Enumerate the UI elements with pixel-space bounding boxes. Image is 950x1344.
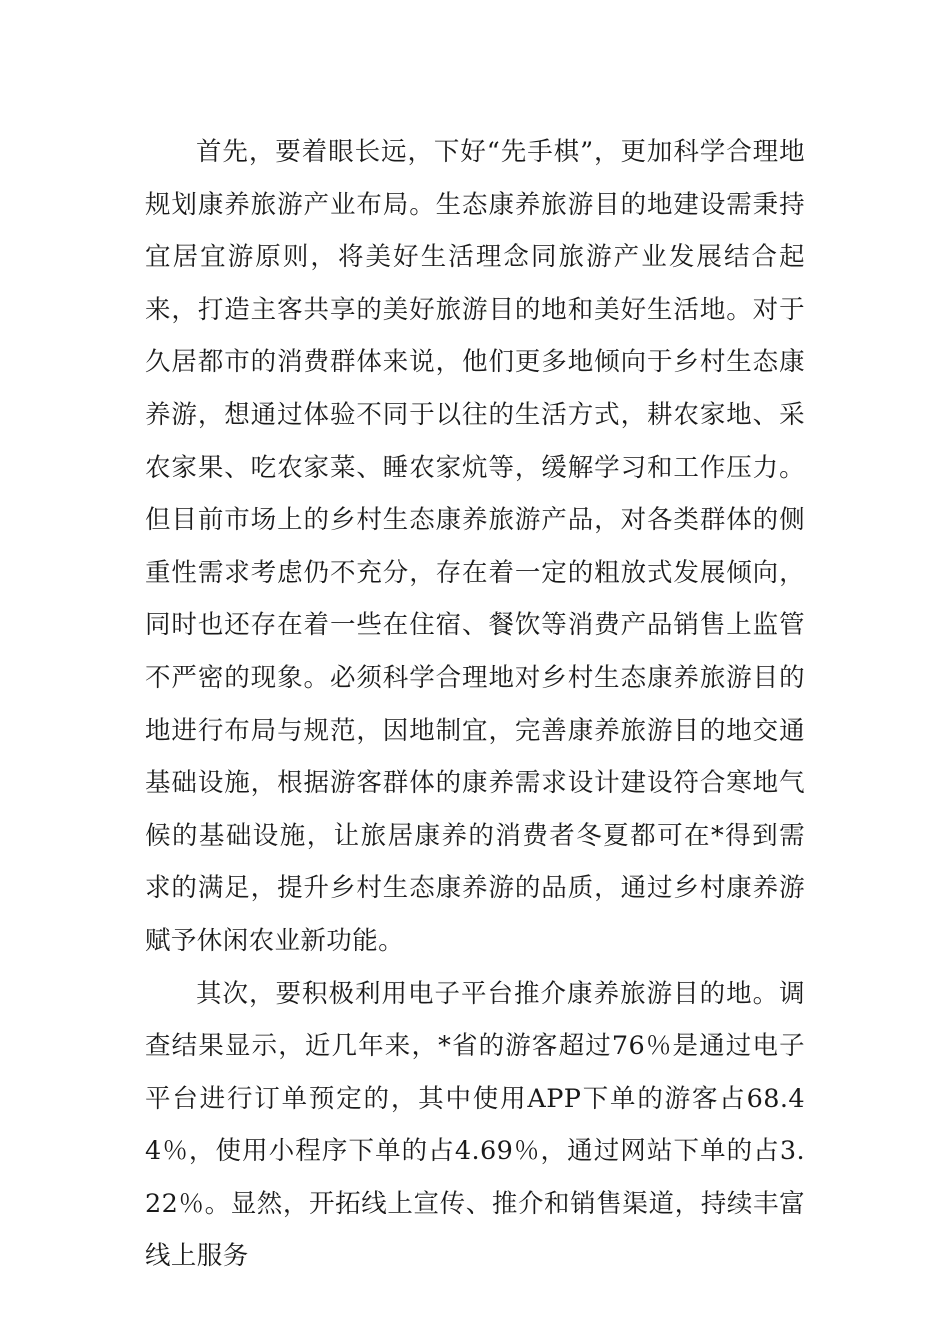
paragraph-first: 首先，要着眼长远，下好“先手棋”，更加科学合理地规划康养旅游产业布局。生态康养旅游目的地建设需秉持宜居宜游原则，将美好生活理念同旅游产业发展结合起来，打造主客共享的美好旅游目的地和美好生活地。对于久居都市的消费群体来说，他们更多地倾向于乡村生态康养游，想通过体验不同于以往的生活方式，耕农家地、采农家果、吃农家菜、睡农家炕等，缓解学习和工作压力。但目前市场上的乡村生态康养旅游产品，对各类群体的侧重性需求考虑仍不充分，存在着一定的粗放式发展倾向，同时也还存在着一些在住宿、餐饮等消费产品销售上监管不严密的现象。必须科学合理地对乡村生态康养旅游目的地进行布局与规范，因地制宜，完善康养旅游目的地交通基础设施，根据游客群体的康养需求设计建设符合寒地气候的基础设施，让旅居康养的消费者冬夏都可在*得到需求的满足，提升乡村生态康养游的品质，通过乡村康养游赋予休闲农业新功能。 xyxy=(145,137,805,956)
paragraph-second: 其次，要积极利用电子平台推介康养旅游目的地。调查结果显示，近几年来，*省的游客超过76％是通过电子平台进行订单预定的，其中使用APP下单的游客占68.44％，使用小程序下单的占4.69％，通过网站下单的占3.22％。显然，开拓线上宣传、推介和销售渠道，持续丰富线上服务 xyxy=(145,978,805,1272)
document-body xyxy=(145,126,805,1283)
